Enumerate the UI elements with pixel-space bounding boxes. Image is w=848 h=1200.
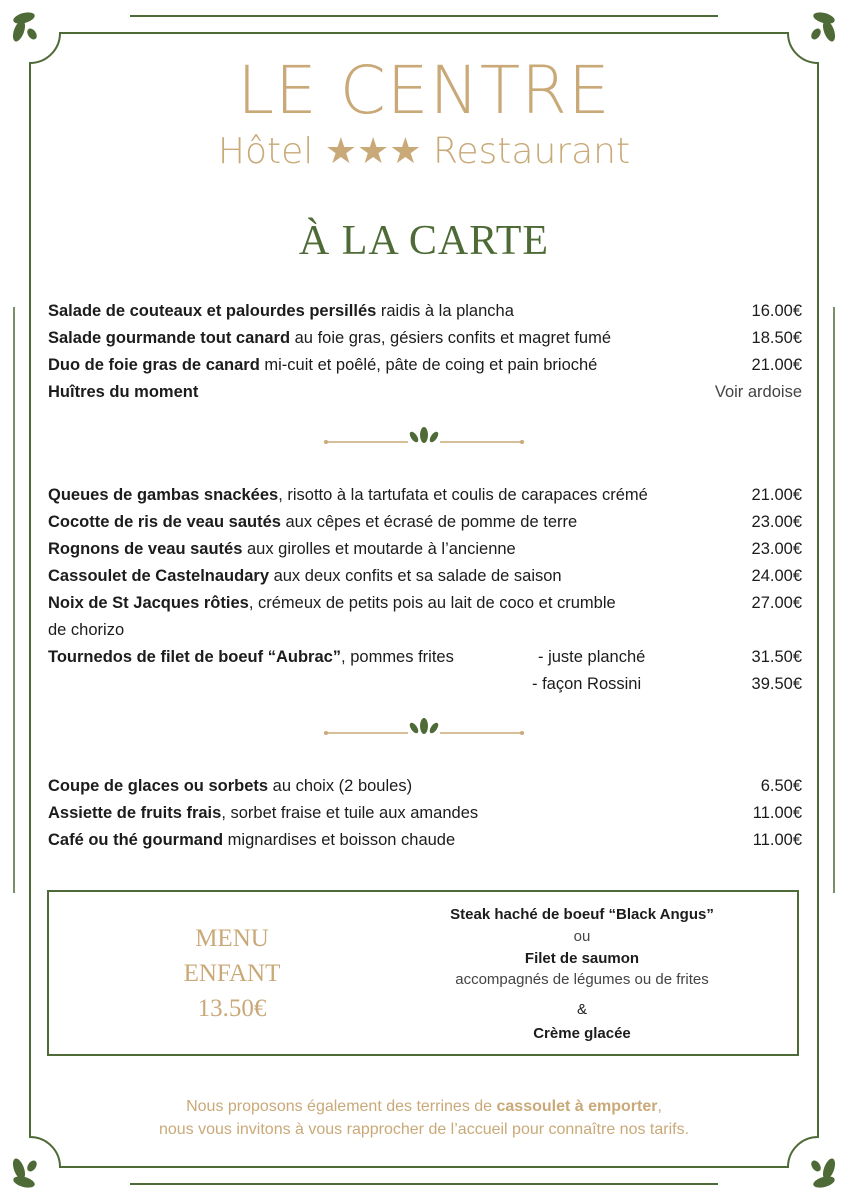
menu-item bbox=[48, 536, 802, 563]
menu-item bbox=[48, 800, 802, 827]
dish-price: 21.00€ bbox=[751, 486, 802, 504]
footer-text: Nous proposons également des terrines de bbox=[186, 1098, 497, 1115]
dish-price: 21.00€ bbox=[751, 356, 802, 374]
dish-price: 39.50€ bbox=[751, 675, 802, 693]
menu-item bbox=[48, 325, 802, 352]
menu-item bbox=[48, 482, 802, 509]
menu-item bbox=[48, 773, 802, 800]
dish-name: Cassoulet de Castelnaudary bbox=[48, 567, 269, 585]
dish-price: 27.00€ bbox=[751, 594, 802, 612]
leaf-divider-icon bbox=[322, 718, 526, 740]
menu-item-continued bbox=[48, 617, 802, 644]
dish-name: Assiette de fruits frais bbox=[48, 804, 222, 822]
menu-item bbox=[48, 590, 802, 617]
dish-name: Queues de gambas snackées bbox=[48, 486, 279, 504]
dish-price: 11.00€ bbox=[752, 804, 802, 822]
dish-name: Noix de St Jacques rôties bbox=[48, 594, 249, 612]
dish-description: de chorizo bbox=[48, 621, 125, 639]
dish-description: aux girolles et moutarde à l’ancienne bbox=[242, 540, 516, 558]
dish-description: raidis à la plancha bbox=[376, 302, 514, 320]
footer-highlight: cassoulet à emporter bbox=[496, 1098, 658, 1115]
dish-price: 18.50€ bbox=[751, 329, 802, 347]
leaf-divider-icon bbox=[322, 427, 526, 449]
dish-price: 11.00€ bbox=[752, 831, 802, 849]
kids-item-or: ou bbox=[573, 928, 591, 945]
dish-price: 6.50€ bbox=[760, 777, 802, 795]
kids-item-and: & bbox=[576, 1001, 587, 1018]
footer-note bbox=[0, 1095, 848, 1118]
dish-description: , sorbet fraise et tuile aux amandes bbox=[221, 804, 479, 822]
dish-price: 24.00€ bbox=[751, 567, 802, 585]
kids-item-steak: Steak haché de boeuf “Black Angus” bbox=[450, 906, 714, 923]
menu-item bbox=[48, 563, 802, 590]
dish-price: 23.00€ bbox=[751, 540, 802, 558]
page-title: À LA CARTE bbox=[298, 218, 550, 264]
dish-price: 16.00€ bbox=[751, 302, 802, 320]
dish-description: , risotto à la tartufata et coulis de carapaces crémé bbox=[278, 486, 648, 504]
kids-menu-title: ENFANT bbox=[183, 960, 281, 987]
dish-description: , crémeux de petits pois au lait de coco et crumble bbox=[248, 594, 616, 612]
dish-name: Salade gourmande tout canard bbox=[48, 329, 291, 347]
dish-option: - juste planché bbox=[538, 648, 646, 666]
brand-name: LE CENTRE bbox=[237, 52, 611, 129]
menu-item bbox=[48, 644, 802, 671]
dish-name: Cocotte de ris de veau sautés bbox=[48, 513, 281, 531]
dish-description: mignardises et boisson chaude bbox=[223, 831, 456, 849]
menu-item bbox=[48, 827, 802, 854]
dish-name: Huîtres du moment bbox=[48, 383, 199, 401]
dish-name: Café ou thé gourmand bbox=[48, 831, 224, 849]
kids-menu-title: MENU bbox=[195, 925, 269, 952]
kids-item-sides: accompagnés de légumes ou de frites bbox=[455, 971, 709, 988]
footer-note: nous vous invitons à vous rapprocher de l’accueil pour connaître nos tarifs. bbox=[158, 1121, 690, 1138]
dish-name: Tournedos de filet de boeuf “Aubrac” bbox=[48, 648, 342, 666]
dish-price: 31.50€ bbox=[751, 648, 802, 666]
menu-item bbox=[48, 298, 802, 325]
dish-description: au choix (2 boules) bbox=[268, 777, 413, 795]
kids-menu-box bbox=[47, 890, 799, 1056]
menu-item bbox=[48, 379, 802, 406]
kids-item-dessert: Crème glacée bbox=[533, 1025, 631, 1042]
dish-description: au foie gras, gésiers confits et magret fumé bbox=[290, 329, 612, 347]
dish-name: Salade de couteaux et palourdes persillés bbox=[48, 302, 377, 320]
dish-name: Coupe de glaces ou sorbets bbox=[48, 777, 269, 795]
dish-name: Rognons de veau sautés bbox=[48, 540, 243, 558]
menu-item bbox=[48, 509, 802, 536]
dish-price: Voir ardoise bbox=[714, 383, 802, 401]
footer-text: , bbox=[657, 1098, 662, 1115]
kids-item-salmon: Filet de saumon bbox=[524, 950, 640, 967]
dish-option: - façon Rossini bbox=[532, 675, 642, 693]
menu-item bbox=[48, 352, 802, 379]
dish-description: , pommes frites bbox=[341, 648, 454, 666]
kids-menu-price: 13.50€ bbox=[197, 995, 267, 1022]
dish-description: mi-cuit et poêlé, pâte de coing et pain brioché bbox=[259, 356, 598, 374]
brand-subtitle: Hôtel ★★★ Restaurant bbox=[217, 131, 631, 172]
dish-price: 23.00€ bbox=[751, 513, 802, 531]
dish-name: Duo de foie gras de canard bbox=[48, 356, 260, 374]
dish-description: aux cêpes et écrasé de pomme de terre bbox=[280, 513, 578, 531]
dish-description: aux deux confits et sa salade de saison bbox=[269, 567, 562, 585]
